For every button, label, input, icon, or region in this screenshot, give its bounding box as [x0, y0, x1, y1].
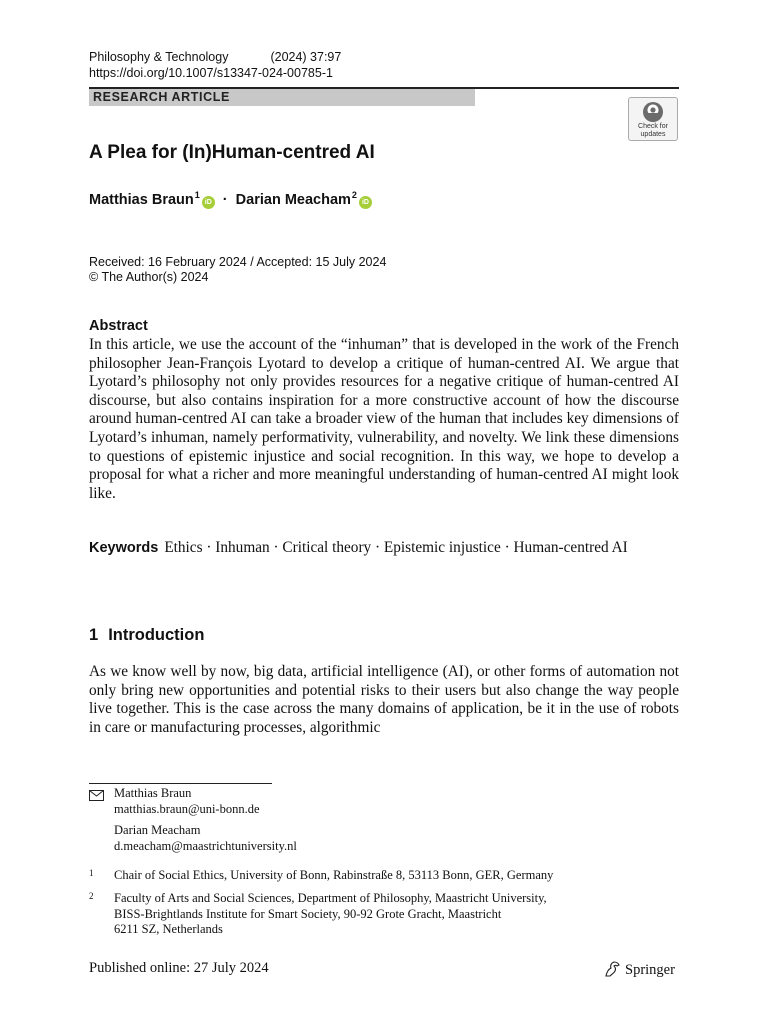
- author-1-affiliation: 1: [194, 190, 200, 200]
- footnote-rule: [89, 783, 272, 784]
- affiliation-2-line-2: BISS-Brightlands Institute for Smart Society, 90-92 Grote Gracht, Maastricht: [114, 906, 502, 921]
- affiliation-2-line-3: 6211 SZ, Netherlands: [114, 922, 223, 936]
- author-separator: ·: [222, 192, 228, 208]
- author-list: [89, 185, 372, 210]
- published-online-date: Published online: 27 July 2024: [89, 960, 269, 976]
- introduction-text: As we know well by now, big data, artificial intelligence (AI), or other forms of automation not only bring new opportunities and potential risks to their users but also change the way people live together. This is the case across the many domains of application, be it in the use of robots in care or manufacturing processes, algorithmic: [89, 663, 679, 736]
- abstract-heading: Abstract: [89, 318, 148, 334]
- copyright-notice: © The Author(s) 2024: [89, 270, 209, 284]
- mail-icon: [89, 790, 104, 801]
- author-2-affiliation: 2: [351, 190, 357, 200]
- affiliation-1-number: 1: [89, 868, 94, 878]
- contact-2-email[interactable]: d.meacham@maastrichtuniversity.nl: [114, 839, 297, 853]
- keywords: [89, 539, 679, 558]
- badge-line-1: Check for: [638, 123, 668, 130]
- section-title: Introduction: [108, 626, 205, 644]
- keywords-label: Keywords: [89, 540, 159, 556]
- springer-horse-icon: [604, 961, 622, 977]
- check-updates-icon: [642, 101, 664, 123]
- contact-1-name: Matthias Braun: [114, 786, 192, 800]
- affiliation-1: Chair of Social Ethics, University of Bonn, Rabinstraße 8, 53113 Bonn, GER, Germany: [114, 868, 554, 882]
- journal-volume: (2024) 37:97: [270, 50, 342, 64]
- check-for-updates-badge[interactable]: [628, 97, 678, 141]
- section-number: 1: [89, 626, 99, 644]
- received-accepted-dates: Received: 16 February 2024 / Accepted: 15 July 2024: [89, 255, 387, 269]
- author-2-name: Darian Meacham: [235, 192, 351, 208]
- affiliation-2: [114, 891, 634, 938]
- article-type-bar: RESEARCH ARTICLE: [89, 89, 475, 106]
- affiliation-2-number: 2: [89, 891, 94, 901]
- keywords-list: Ethics · Inhuman · Critical theory · Epistemic injustice · Human-centred AI: [164, 539, 628, 556]
- section-heading-introduction: [89, 625, 204, 645]
- author-1-name: Matthias Braun: [89, 192, 194, 208]
- publisher-name: Springer: [625, 962, 675, 978]
- badge-line-2: updates: [640, 131, 666, 138]
- contact-1-email[interactable]: matthias.braun@uni-bonn.de: [114, 802, 260, 816]
- abstract-text: In this article, we use the account of the “inhuman” that is developed in the work of the French philosopher Jean-François Lyotard to develop a critique of human-centred AI. We argue that Lyotard’s philosophy not only provides resources for a negative critique of human-centred AI discourse, but also contains inspiration for a more constructive account of how the discourse around human-centred AI can take a broader view of the human that includes key dimensions of Lyotard’s inhuman, namely performativity, vulnerability, and novelty. We link these dimensions to questions of epistemic injustice and social recognition. In this way, we hope to develop a proposal for what a richer and more meaningful understanding of human-centred AI might look like.: [89, 336, 679, 502]
- journal-name: Philosophy & Technology: [89, 50, 229, 64]
- orcid-icon[interactable]: iD: [202, 196, 215, 209]
- paper-title: A Plea for (In)Human-centred AI: [89, 142, 375, 163]
- orcid-icon[interactable]: iD: [359, 196, 372, 209]
- publisher-logo: [604, 961, 675, 979]
- doi-link[interactable]: https://doi.org/10.1007/s13347-024-00785-1: [89, 66, 333, 80]
- contact-2-name: Darian Meacham: [114, 823, 201, 837]
- affiliation-2-line-1: Faculty of Arts and Social Sciences, Department of Philosophy, Maastricht University,: [114, 891, 547, 905]
- journal-line: [89, 49, 341, 65]
